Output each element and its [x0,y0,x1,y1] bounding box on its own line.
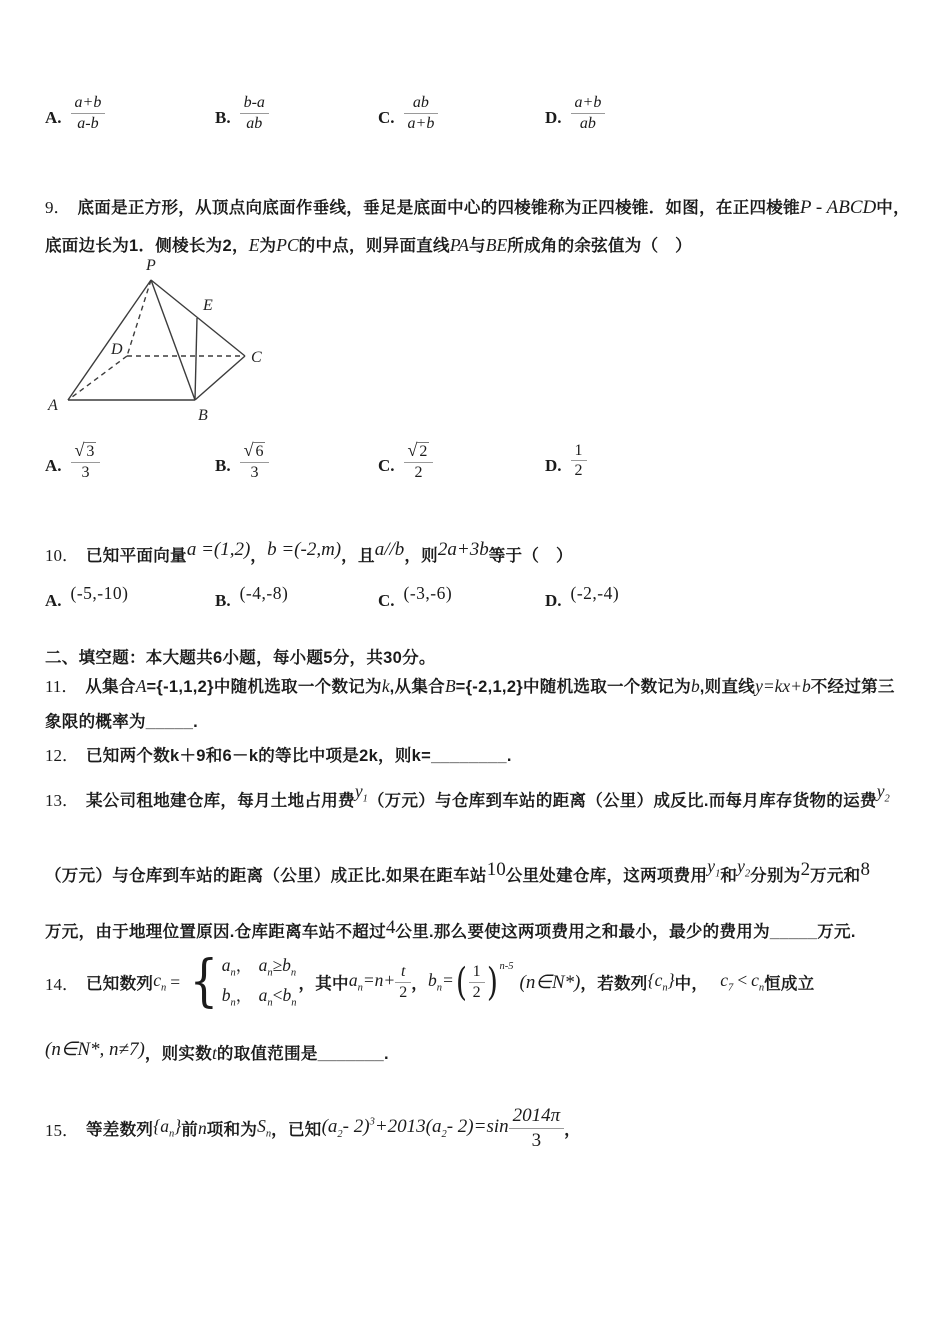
q11-math-A: A [135,676,147,696]
question-13-line-2 [45,856,870,889]
q13-text: 公里.那么要使这两项费用之和最小，最少的费用为_____万元. [395,923,856,941]
fraction: $\frac{b-a}{ab}$ [240,94,269,133]
q12-text: 已知两个数k＋9和6－k的等比中项是2k，则k=________. [86,747,512,765]
q14-math-an: $a_n=n+$ [348,970,396,994]
q13-text: 万元，由于地理位置原因.仓库距离车站不超过 [45,923,386,941]
question-number: 10． [45,546,79,565]
q10-text: ，则 [404,547,438,565]
option-label: D. [545,108,562,128]
q15-text: 项和为 [206,1121,258,1139]
q15-text: 等差数列 [86,1121,154,1139]
option-label: D. [545,455,562,475]
paren-icon: ( [455,959,467,1004]
case-row-1: $a_n$， $a_n\ge b_n$ [221,955,297,979]
q10-option-b [215,583,378,611]
q11-text: 象限的概率为_____. [45,713,199,731]
q11-math-k: k [381,676,390,696]
q13-text: （万元）与仓库到车站的距离（公里）成反比.而每月库存货物的运费 [367,792,877,810]
option-value: (-4,-8) [239,583,289,603]
q9-text: 中， [876,199,910,217]
q9-text: 底面边长为1．侧棱长为2， [45,237,249,255]
q9-math-PA: PA [449,235,469,255]
q9-option-b [215,440,378,482]
edge-EB [195,318,197,400]
q11-math-B: B [444,676,456,696]
vertex-label-C: C [251,349,262,366]
q9-option-d [545,442,587,481]
q11-text: ,从集合 [389,678,445,696]
q10-math-b: b =(-2,m) [267,539,342,560]
question-9-line-1 [45,193,910,219]
q10-text: 等于（ ） [488,547,573,565]
vertex-label-E: E [203,297,213,314]
q10-text: ， [250,547,268,565]
q14-text: 的取值范围是_______. [216,1045,389,1063]
q8-option-c [378,94,545,133]
brace-icon: { [189,949,219,1015]
q13-math-y1: $y_1$ [354,781,368,805]
q11-text: 从集合 [85,678,136,696]
radical-icon: √ [407,440,418,460]
vertex-label-B: B [198,407,208,424]
q9-text: 底面是正方形，从顶点向底面作垂线，垂足是底面中心的四棱锥称为正四棱锥．如图，在正四棱锥 [77,199,800,217]
case-row-2: $b_n$， $a_n<b_n$ [221,985,297,1009]
q14-text: ，则实数 [144,1045,213,1063]
fraction: $\frac{a+b}{ab}$ [571,94,606,133]
radical-icon: √ [243,440,254,460]
option-label: B. [215,108,231,128]
q13-num-4: 4 [385,917,396,938]
option-label: A. [45,455,62,475]
option-label: B. [215,590,231,610]
q14-text: ，其中 [298,975,349,993]
vertex-label-P: P [146,257,156,274]
question-10-line [45,541,573,567]
fraction: $\frac{1}{2}$ [571,442,587,481]
q14-math-bn: $b_n=$ [428,970,454,994]
q13-num-8: 8 [860,859,870,880]
q8-option-d [545,94,605,133]
q9-options-row [45,440,587,482]
q8-options-row [45,94,605,133]
q14-math-cn: $c_n$ [153,970,167,994]
edge-BC [195,356,245,400]
q9-text: 为 [259,237,277,255]
fraction-2014pi-3: $\frac{2014\pi}{3}$ [509,1105,565,1151]
q14-domain: (n∈N*) [519,971,581,993]
q14-text: ， [411,975,429,993]
equals-sign: = [170,971,181,992]
q9-math-E: E [248,235,260,255]
edge-PD-dashed [127,280,151,356]
edge-DA-dashed [68,356,127,400]
q11-text: ={-1,1,2}中随机选取一个数记为 [146,678,382,696]
q9-option-a [45,440,215,482]
q10-text: ，且 [341,547,375,565]
q13-num-10: 10 [486,859,506,880]
q15-text: 前 [181,1121,199,1139]
option-label: A. [45,108,62,128]
q14-math-t: t [212,1043,217,1063]
q13-num-2: 2 [800,859,811,880]
question-14-line-1 [45,948,815,1016]
option-value: (-3,-6) [403,583,453,603]
pyramid-figure [38,252,308,424]
q15-text: ， [564,1121,581,1139]
q9-math-PC: PC [276,235,299,255]
question-number: 14． [45,974,79,994]
q10-option-c [378,583,545,611]
q10-math-2a3b: 2a+3b [437,539,489,560]
q14-text: 已知数列 [86,975,154,993]
q14-cases-rows [222,952,297,1012]
q10-option-a [45,583,215,611]
fraction: $\frac{a+b}{a-b}$ [71,94,106,133]
q14-seq-cn: $\{c_n\}$ [647,970,675,994]
question-number: 12． [45,746,79,765]
q9-text: 的中点，则异面直线 [298,237,450,255]
q13-math-y2: $y_2$ [737,856,751,880]
q15-text: ，已知 [271,1121,322,1139]
q13-math-y2: $y_2$ [876,781,890,805]
q8-option-a [45,94,215,133]
q14-domain-2: (n∈N*, n≠7) [45,1039,145,1060]
q10-math-a: a =(1,2) [186,539,251,560]
q11-text: ={-2,1,2}中随机选取一个数记为 [455,678,692,696]
q14-text: ，若数列 [580,975,648,993]
q14-text: 中， [674,975,709,993]
q9-option-c [378,440,545,482]
q10-option-d [545,583,620,611]
section-title: 二、填空题：本大题共6小题，每小题5分，共30分。 [45,649,436,667]
paren-icon: ) [486,959,498,1004]
sqrt-fraction: $\frac{√ 3}{3}$ [71,440,101,482]
q14-text: 恒成立 [764,975,815,993]
q13-text: 和 [720,867,738,885]
q13-text: （万元）与仓库到车站的距离（公里）成正比.如果在距车站 [45,867,487,885]
q14-exponent: n-5 [499,960,514,972]
q9-text: 与 [468,237,486,255]
q13-text: 分别为 [750,867,801,885]
q9-math-BE: BE [485,235,508,255]
q9-text: 所成角的余弦值为（ ） [507,237,692,255]
q10-options-row [45,583,620,611]
q10-text: 已知平面向量 [86,547,187,565]
q15-formula-left: ($a_2-$ $2)^3+2013(a_2-$ 2)=sin [321,1116,509,1140]
question-13-line-3 [45,918,856,943]
radical-icon: √ [74,440,85,460]
question-number: 9． [45,198,71,217]
question-15-line [45,1100,581,1156]
q15-seq-an: $\{a_n\}$ [153,1116,182,1140]
question-number: 15． [45,1120,79,1140]
q11-text: 不经过第三 [810,678,895,696]
option-label: B. [215,455,231,475]
vertex-label-D: D [111,341,123,358]
sqrt-fraction: $\frac{√ 2}{2}$ [404,440,434,482]
q9-math-pabcd: P - ABCD [799,197,877,218]
question-13-line-1 [45,781,890,814]
question-number: 13． [45,791,79,810]
vertex-label-A: A [48,397,58,414]
option-value: (-2,-4) [570,583,620,603]
question-11-line-1 [45,672,895,697]
q8-option-b [215,94,378,133]
option-value: (-5,-10) [70,583,129,603]
option-label: C. [378,590,395,610]
option-label: D. [545,590,562,610]
fraction: $\frac{ab}{a+b}$ [404,94,439,133]
edge-PA [68,280,151,400]
q13-text: 公里处建仓库，这两项费用 [505,867,708,885]
q14-cases [186,949,297,1015]
section-2-header [45,644,436,668]
option-label: A. [45,590,62,610]
q15-math-Sn: $S_n$ [257,1116,272,1140]
option-label: C. [378,455,395,475]
q11-math-line: y=kx+b [755,676,811,696]
q13-math-y1: $y_1$ [707,856,721,880]
q10-math-parallel: a//b [374,539,405,560]
q11-text: ,则直线 [699,678,756,696]
q13-text: 某公司租地建仓库，每月土地占用费 [86,792,355,810]
question-12-line [45,741,512,766]
sqrt-fraction: $\frac{√ 6}{3}$ [240,440,270,482]
q14-inequality: $c_7 < c_n$ [720,970,765,994]
q13-text: 万元和 [810,867,861,885]
fraction-t-2: $\frac{t}{2}$ [395,963,411,1002]
question-number: 11． [45,677,79,696]
question-14-line-2 [45,1040,389,1065]
option-label: C. [378,108,395,128]
question-11-line-2 [45,708,198,732]
fraction-1-2: $\frac{1}{2}$ [469,963,485,1002]
q15-math-n: n [198,1117,207,1138]
q11-math-b: b [691,676,700,696]
